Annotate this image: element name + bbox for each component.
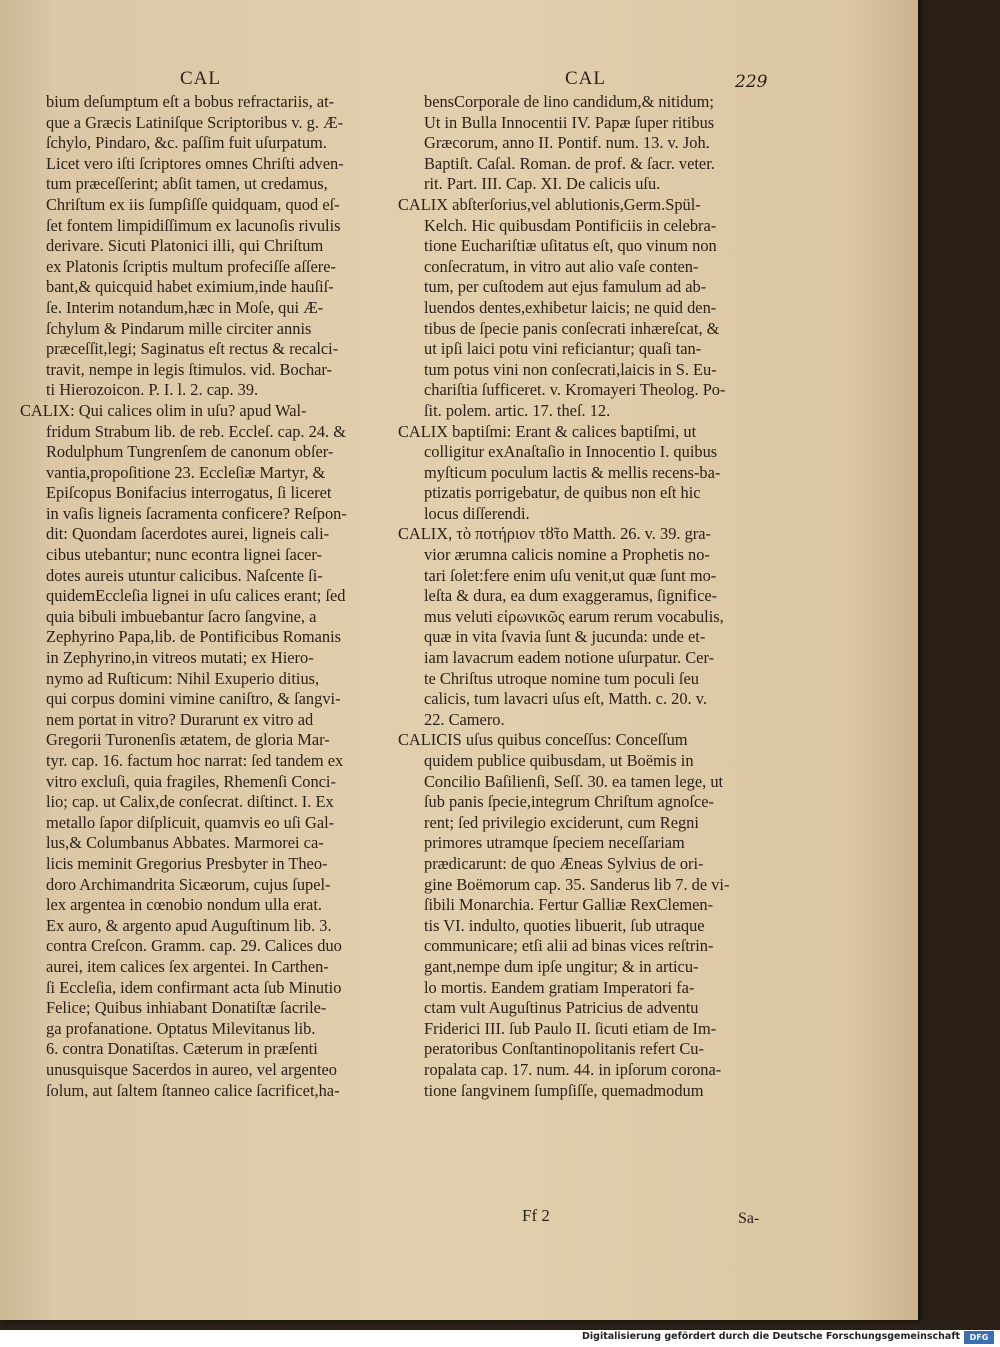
- running-head-left: CAL: [180, 68, 221, 89]
- text-line: ſchylum & Pindarum mille circiter annis: [46, 318, 312, 338]
- text-line: Baptiſt. Caſal. Roman. de prof. & ſacr. veter.: [424, 153, 715, 173]
- text-line: calicis, tum lavacri uſus eſt, Matth. c. 20. v.: [424, 689, 707, 709]
- text-line: tyr. cap. 16. factum hoc narrat: ſed tandem ex: [46, 751, 344, 770]
- text-line: ti Hierozoicon. P. I. l. 2. cap. 39.: [46, 380, 259, 400]
- text-line: lus,& Columbanus Abbates. Marmorei ca-: [46, 833, 324, 853]
- text-line: Friderici III. ſub Paulo II. ſicuti etiam de Im-: [424, 1018, 717, 1038]
- text-line: ptizatis porrigebatur, de quibus non eſt hic: [424, 483, 701, 503]
- text-line: ſub panis ſpecie,integrum Chriſtum agnoſce-: [424, 792, 714, 812]
- text-line: CALIX, τὸ ποτήριον τȣ̃το Matth. 26. v. 39. gra-: [398, 524, 711, 544]
- text-line: doro Archimandrita Sicæorum, cujus ſupel-: [46, 874, 331, 894]
- text-line: ut ipſi laici potu vini reficiantur; quaſi tan-: [424, 339, 702, 359]
- text-line: bant,& quicquid habet eximium,inde hauſiſ-: [46, 277, 334, 297]
- text-line: bium deſumptum eſt a bobus refractariis, at-: [46, 92, 335, 111]
- signature-mark: Ff 2: [522, 1206, 550, 1225]
- dfg-logo: DFG: [964, 1331, 994, 1344]
- text-line: ga profanatione. Optatus Milevitanus lib.: [46, 1018, 316, 1038]
- text-line: ſi Eccleſia, idem confirmant acta ſub Minutio: [46, 977, 342, 997]
- catchword: Sa-: [738, 1210, 760, 1227]
- text-line: primores utramque ſpeciem neceſſariam: [424, 833, 685, 853]
- text-line: derivare. Sicuti Platonici illi, qui Chriſtum: [46, 236, 324, 256]
- right-column: [398, 92, 793, 1101]
- text-line: communicare; etſi alii ad binas vices reſtrin-: [424, 936, 714, 956]
- text-line: Felice; Quibus inhiabant Donatiſtæ ſacrile-: [46, 998, 327, 1018]
- text-line: Zephyrino Papa,lib. de Pontificibus Romanis: [46, 627, 341, 647]
- text-line: CALICIS uſus quibus conceſſus: Conceſſum: [398, 730, 688, 750]
- text-line: peratoribus Conſtantinopolitanis refert Cu-: [424, 1039, 704, 1059]
- text-line: que a Græcis Latiniſque Scriptoribus v. g. Æ-: [46, 112, 344, 132]
- text-line: vitro excluſi, quia fragiles, Rhemenſi Conci-: [46, 771, 336, 791]
- text-line: ſe. Interim notandum,hæc in Moſe, qui Æ-: [46, 297, 324, 317]
- text-line: gine Boëmorum cap. 35. Sanderus lib 7. de vi-: [424, 874, 730, 894]
- text-line: lex argentea in cœnobio nondum ulla erat.: [46, 895, 322, 915]
- footer-bar: [0, 1330, 1000, 1347]
- text-line: travit, nempe in legis ſtimulos. vid. Bochar-: [46, 359, 333, 379]
- text-line: in Zephyrino,in vitreos mutati; ex Hiero-: [46, 648, 314, 668]
- text-line: tum præceſſerint; abſit tamen, ut credamus,: [46, 174, 328, 194]
- text-line: Ex auro, & argento apud Auguſtinum lib. 3.: [46, 915, 332, 935]
- text-line: Epiſcopus Bonifacius interrogatus, ſi liceret: [46, 483, 332, 503]
- text-line: licis meminit Gregorius Presbyter in Theo-: [46, 853, 328, 873]
- text-line: vantia,propoſitione 23. Eccleſiæ Martyr, &: [46, 462, 326, 482]
- text-line: quia bibuli imbuebantur ſacro ſangvine, a: [46, 606, 317, 626]
- text-line: chariſtia ſufficeret. v. Kromayeri Theolog. Po-: [424, 380, 726, 400]
- text-line: gant,nempe dum ipſe ungitur; & in articu-: [424, 956, 699, 976]
- text-line: nymo ad Ruſticum: Nihil Exuperio ditius,: [46, 668, 320, 688]
- text-line: tum potus vini non conſecrati,laicis in S. Eu-: [424, 359, 717, 379]
- text-line: dotes aureis utuntur calicibus. Naſcente ſi-: [46, 565, 323, 585]
- text-line: unusquisque Sacerdos in aureo, vel argenteo: [46, 1059, 338, 1079]
- running-head-right: CAL: [565, 68, 606, 89]
- text-line: dit: Quondam ſacerdotes aurei, ligneis cali-: [46, 524, 330, 544]
- text-line: CALIX: Qui calices olim in uſu? apud Wal-: [20, 400, 307, 420]
- text-line: ſet fontem limpidiſſimum ex lacunoſis rivulis: [46, 215, 341, 235]
- text-line: in vaſis ligneis ſacramenta conficere? Reſpon-: [46, 503, 347, 523]
- text-line: bensCorporale de lino candidum,& nitidum;: [424, 92, 714, 111]
- text-line: lo mortis. Eandem gratiam Imperatori fa-: [424, 977, 695, 997]
- text-line: Gregorii Turonenſis ætatem, de gloria Mar-: [46, 730, 330, 750]
- text-line: qui corpus domini vimine caniſtro, & ſangvi-: [46, 689, 341, 709]
- text-line: ſibili Monarchia. Fertur Galliæ RexClemen-: [424, 895, 714, 915]
- text-line: CALIX baptiſmi: Erant & calices baptiſmi, ut: [398, 421, 697, 441]
- text-line: vior ærumna calicis nomine a Prophetis no-: [424, 545, 710, 565]
- text-line: ropalata cap. 17. num. 44. in ipſorum corona-: [424, 1059, 722, 1079]
- text-line: Concilio Baſilienſi, Seſſ. 30. ea tamen lege, ut: [424, 771, 724, 791]
- text-line: nem portat in vitro? Durarunt ex vitro ad: [46, 709, 314, 729]
- text-line: rent; ſed privilegio exciderunt, cum Regni: [424, 812, 699, 832]
- text-line: quidemEccleſia lignei in uſu calices erant; ſed: [46, 586, 346, 606]
- text-line: aurei, item calices ſex argentei. In Carthen-: [46, 956, 329, 976]
- text-line: leſta & dura, ea dum exaggeramus, ſignifice-: [424, 586, 718, 606]
- funding-credit: Digitalisierung gefördert durch die Deutsche Forschungsgemeinschaft: [582, 1331, 960, 1342]
- text-line: mus veluti εἰρωνικῶς earum rerum vocabulis,: [424, 606, 724, 626]
- text-line: contra Creſcon. Gramm. cap. 29. Calices duo: [46, 936, 342, 956]
- text-line: quæ in vita ſvavia ſunt & jucunda: unde et-: [424, 627, 706, 647]
- left-column: [20, 92, 400, 1101]
- text-line: ex Platonis ſcriptis multum profeciſſe aſſere-: [46, 256, 336, 276]
- text-line: myſticum poculum lactis & mellis recens-ba-: [424, 462, 721, 482]
- text-line: tum, per cuſtodem aut ejus famulum ad ab-: [424, 277, 707, 297]
- text-line: conſecratum, in vitro aut alio vaſe conten-: [424, 256, 699, 276]
- text-line: Græcorum, anno II. Pontif. num. 13. v. Joh.: [424, 133, 710, 153]
- text-line: ſolum, aut ſaltem ſtanneo calice ſacrificet,ha-: [46, 1080, 340, 1100]
- text-line: te Chriſtus utroque nomine tum poculi ſeu: [424, 668, 699, 688]
- text-line: tari ſolet:fere enim uſu venit,ut quæ ſunt mo-: [424, 565, 717, 585]
- text-line: luendos dentes,exhibetur laicis; ne quid den-: [424, 297, 717, 317]
- text-line: Licet vero iſti ſcriptores omnes Chriſti adven-: [46, 153, 344, 173]
- text-line: tibus de ſpecie panis conſecrati inhæreſcat, &: [424, 318, 720, 338]
- text-line: Chriſtum ex iis ſumpſiſſe quidquam, quod eſ-: [46, 194, 340, 214]
- text-line: tione ſangvinem ſumpſiſſe, quemadmodum: [424, 1080, 704, 1100]
- text-line: 6. contra Donatiſtas. Cæterum in præſenti: [46, 1039, 318, 1059]
- text-line: tione Euchariſtiæ uſitatus eſt, quo vinum non: [424, 236, 717, 256]
- text-line: 22. Camero.: [424, 709, 505, 729]
- text-line: Ut in Bulla Innocentii IV. Papæ ſuper ritibus: [424, 112, 715, 132]
- text-line: Rodulphum Tungrenſem de canonum obſer-: [46, 442, 334, 462]
- text-line: ctam vult Auguſtinus Patricius de adventu: [424, 998, 699, 1018]
- text-line: colligitur exAnaſtaſio in Innocentio I. quibus: [424, 442, 718, 462]
- text-line: CALIX abſterſorius,vel ablutionis,Germ.Spül-: [398, 194, 701, 214]
- text-line: metallo ſapor diſplicuit, quamvis eo uſi Gal-: [46, 812, 335, 832]
- text-line: ſit. polem. artic. 17. theſ. 12.: [424, 400, 611, 420]
- text-line: lio; cap. ut Calix,de conſecrat. diſtinct. I. Ex: [46, 792, 334, 812]
- text-line: rit. Part. III. Cap. XI. De calicis uſu.: [424, 174, 661, 194]
- page-number: 229: [735, 72, 768, 92]
- text-line: locus diſſerendi.: [424, 503, 530, 523]
- text-line: tis VI. indulto, quoties libuerit, ſub utraque: [424, 915, 705, 935]
- text-line: fridum Strabum lib. de reb. Eccleſ. cap. 24. &: [46, 421, 346, 441]
- text-line: ſchylo, Pindaro, &c. paſſim fuit uſurpatum.: [46, 133, 327, 153]
- text-line: cibus utebantur; nunc econtra lignei ſacer-: [46, 545, 322, 565]
- text-line: præceſſit,legi; Saginatus eſt rectus & recalci-: [46, 339, 339, 359]
- text-line: Kelch. Hic quibusdam Pontificiis in celebra-: [424, 215, 717, 235]
- text-line: prædicarunt: de quo Æneas Sylvius de ori-: [424, 853, 704, 873]
- text-line: quidem publice quibusdam, ut Boëmis in: [424, 751, 694, 770]
- text-line: iam lavacrum eadem notione uſurpatur. Cer-: [424, 648, 715, 668]
